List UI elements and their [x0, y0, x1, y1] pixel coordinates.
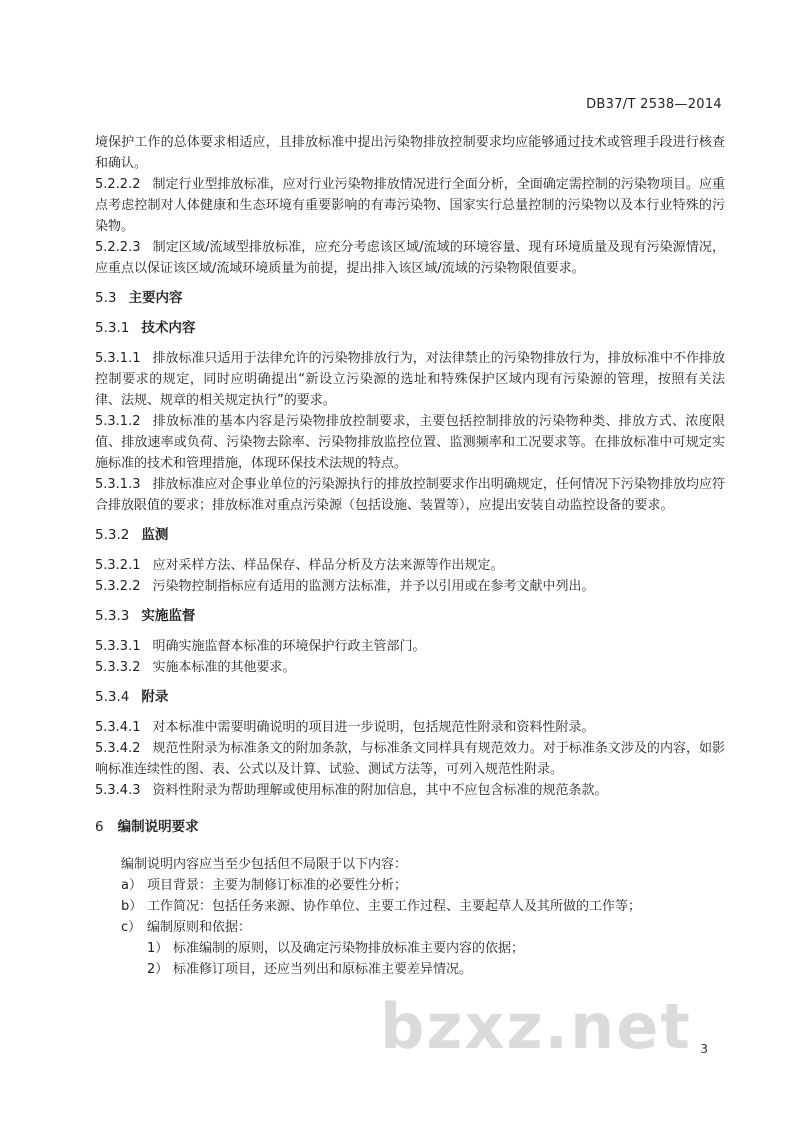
heading-title: 编制说明要求 — [117, 819, 199, 835]
page-content — [95, 132, 725, 980]
clause-number: 5.3.3.1 — [95, 639, 141, 654]
clause-5-2-2-3 — [95, 237, 725, 279]
heading-number: 5.3 — [95, 290, 117, 306]
list-item-c-2 — [95, 959, 725, 980]
clause-text: 排放标准应对企事业单位的污染源执行的排放控制要求作出明确规定，任何情况下污染物排放均应符合排放限值的要求；排放标准对重点污染源（包括设施、装置等），应提出安装自动监控设备的要求。 — [95, 477, 725, 513]
watermark: bzxz.net — [380, 990, 692, 1063]
heading-number: 5.3.3 — [95, 608, 130, 624]
list-text: 标准编制的原则，以及确定污染物排放标准主要内容的依据； — [173, 941, 525, 956]
clause-number: 5.3.4.1 — [95, 720, 141, 735]
list-text: 编制原则和依据： — [147, 920, 252, 935]
clause-text: 实施本标准的其他要求。 — [152, 660, 296, 675]
list-label: c） — [121, 920, 142, 935]
clause-5-3-4-2 — [95, 738, 725, 780]
clause-text: 制定行业型排放标准，应对行业污染物排放情况进行全面分析，全面确定需控制的污染物项目。应重点考虑控制对人体健康和生态环境有重要影响的有毒污染物、国家实行总量控制的污染物以及本行业特殊的污染物。 — [95, 177, 725, 234]
clause-number: 5.2.2.2 — [95, 177, 141, 192]
clause-number: 5.3.4.2 — [95, 741, 141, 756]
clause-5-3-3-2 — [95, 657, 725, 678]
list-label: 2） — [147, 962, 169, 977]
clause-5-3-4-3 — [95, 780, 725, 801]
clause-5-3-4-1 — [95, 717, 725, 738]
clause-text: 排放标准只适用于法律允许的污染物排放行为，对法律禁止的污染物排放行为，排放标准中不作排放控制要求的规定，同时应明确提出“新设立污染源的选址和特殊保护区域内现有污染源的管理，按照有关法律、法规、规章的相关规定执行”的要求。 — [95, 351, 725, 408]
list-item-c — [95, 917, 725, 938]
clause-number: 5.3.3.2 — [95, 660, 141, 675]
clause-number: 5.2.2.3 — [95, 240, 141, 255]
clause-text: 对本标准中需要明确说明的项目进一步说明，包括规范性附录和资料性附录。 — [152, 720, 595, 735]
list-text: 项目背景：主要为制修订标准的必要性分析； — [147, 878, 408, 893]
standard-code: DB37/T 2538—2014 — [586, 97, 722, 112]
heading-6 — [95, 817, 725, 838]
list-item-a — [95, 875, 725, 896]
clause-text: 规范性附录为标准条文的附加条款，与标准条文同样具有规范效力。对于标准条文涉及的内容，如影响标准连续性的图、表、公式以及计算、试验、测试方法等，可列入规范性附录。 — [95, 741, 725, 777]
clause-5-3-3-1 — [95, 636, 725, 657]
clause-text: 应对采样方法、样品保存、样品分析及方法来源等作出规定。 — [152, 558, 504, 573]
heading-title: 实施监督 — [141, 608, 196, 624]
clause-number: 5.3.2.1 — [95, 558, 141, 573]
heading-number: 5.3.1 — [95, 320, 130, 336]
list-text: 标准修订项目，还应当列出和原标准主要差异情况。 — [173, 962, 473, 977]
section-6-intro: 编制说明内容应当至少包括但不局限于以下内容： — [121, 857, 408, 872]
heading-5-3-2 — [95, 525, 725, 546]
heading-5-3-3 — [95, 606, 725, 627]
clause-number: 5.3.1.1 — [95, 351, 141, 366]
page-number: 3 — [700, 1042, 708, 1056]
clause-5-3-1-1 — [95, 348, 725, 411]
clause-text: 排放标准的基本内容是污染物排放控制要求，主要包括控制排放的污染物种类、排放方式、浓度限值、排放速率或负荷、污染物去除率、污染物排放监控位置、监测频率和工况要求等。在排放标准中可规定实施标准的技术和管理措施，体现环保技术法规的特点。 — [95, 414, 725, 471]
list-label: a） — [121, 878, 142, 893]
clause-number: 5.3.4.3 — [95, 783, 141, 798]
clause-text: 资料性附录为帮助理解或使用标准的附加信息，其中不应包含标准的规范条款。 — [152, 783, 608, 798]
clause-number: 5.3.1.2 — [95, 414, 141, 429]
clause-5-2-2-2 — [95, 174, 725, 237]
heading-title: 主要内容 — [128, 290, 183, 306]
list-label: 1） — [147, 941, 169, 956]
list-item-c-1 — [95, 938, 725, 959]
heading-number: 5.3.4 — [95, 689, 130, 705]
heading-5-3 — [95, 288, 725, 309]
heading-number: 5.3.2 — [95, 527, 130, 543]
heading-5-3-1 — [95, 318, 725, 339]
continued-paragraph: 境保护工作的总体要求相适应，且排放标准中提出污染物排放控制要求均应能够通过技术或管理手段进行核查和确认。 — [95, 135, 725, 171]
heading-number: 6 — [95, 819, 104, 835]
list-text: 工作简况：包括任务来源、协作单位、主要工作过程、主要起草人及其所做的工作等； — [147, 899, 642, 914]
clause-number: 5.3.2.2 — [95, 579, 141, 594]
clause-5-3-2-2 — [95, 576, 725, 597]
heading-title: 监测 — [141, 527, 169, 543]
clause-5-3-1-3 — [95, 474, 725, 516]
list-item-b — [95, 896, 725, 917]
clause-text: 明确实施监督本标准的环境保护行政主管部门。 — [152, 639, 426, 654]
list-label: b） — [121, 899, 143, 914]
heading-title: 附录 — [141, 689, 169, 705]
heading-5-3-4 — [95, 687, 725, 708]
clause-text: 制定区域/流域型排放标准，应充分考虑该区域/流域的环境容量、现有环境质量及现有污染源情况，应重点以保证该区域/流域环境质量为前提，提出排入该区域/流域的污染物限值要求。 — [95, 240, 725, 276]
clause-text: 污染物控制指标应有适用的监测方法标准，并予以引用或在参考文献中列出。 — [152, 579, 595, 594]
clause-5-3-1-2 — [95, 411, 725, 474]
clause-5-3-2-1 — [95, 555, 725, 576]
heading-title: 技术内容 — [141, 320, 196, 336]
clause-number: 5.3.1.3 — [95, 477, 141, 492]
